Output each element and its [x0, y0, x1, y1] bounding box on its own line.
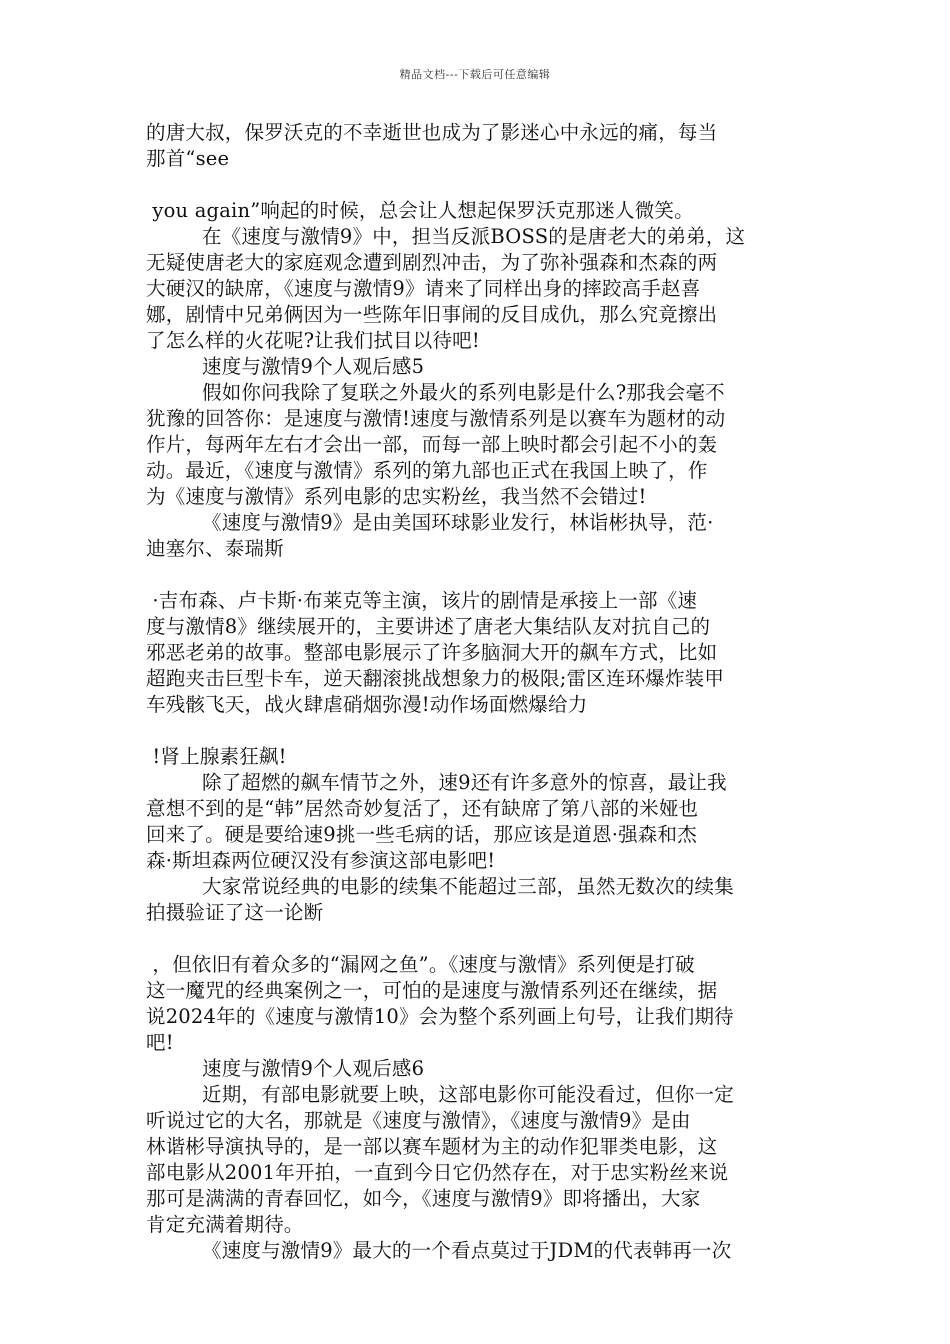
text-line: 作片，每两年左右才会出一部，而每一部上映时都会引起不小的轰: [146, 433, 718, 456]
text-line: ，但依旧有着众多的“漏网之鱼”。《速度与激情》系列便是打破: [146, 953, 695, 976]
text-line: 车残骸飞天，战火肆虐硝烟弥漫!动作场面燃爆给力: [146, 693, 588, 716]
text-line: 拍摄验证了这一论断: [146, 901, 324, 924]
text-line: 《速度与激情9》最大的一个看点莫过于JDM的代表韩再一次: [202, 1239, 732, 1262]
text-line: 大家常说经典的电影的续集不能超过三部，虽然无数次的续集: [202, 875, 734, 898]
text-line: 森·斯坦森两位硬汉没有参演这部电影吧!: [146, 849, 496, 872]
text-line: 在《速度与激情9》中，担当反派BOSS的是唐老大的弟弟，这: [202, 225, 746, 248]
text-line: 为《速度与激情》系列电影的忠实粉丝，我当然不会错过!: [146, 485, 647, 508]
text-line: 《速度与激情9》是由美国环球影业发行，林诣彬执导，范·: [202, 511, 714, 534]
text-line: 超跑夹击巨型卡车，逆天翻滚挑战想象力的极限;雷区连环爆炸装甲: [146, 667, 725, 690]
text-line: 吧!: [146, 1031, 174, 1054]
text-line: 肯定充满着期待。: [146, 1213, 304, 1236]
text-line: 迪塞尔、泰瑞斯: [146, 537, 284, 560]
text-line: 速度与激情9个人观后感6: [202, 1057, 425, 1080]
text-line: 假如你问我除了复联之外最火的系列电影是什么?那我会毫不: [202, 381, 725, 404]
text-line: !肾上腺素狂飙!: [146, 745, 287, 768]
text-line: 速度与激情9个人观后感5: [202, 355, 425, 378]
text-line: 那可是满满的青春回忆，如今，《速度与激情9》即将播出，大家: [146, 1187, 701, 1210]
text-line: 说2024年的《速度与激情10》会为整个系列画上句号，让我们期待: [146, 1005, 734, 1028]
text-line: 听说过它的大名，那就是《速度与激情》，《速度与激情9》是由: [146, 1109, 691, 1132]
text-line: 无疑使唐老大的家庭观念遭到剧烈冲击，为了弥补强森和杰森的两: [146, 251, 718, 274]
text-line: 林谐彬导演执导的，是一部以赛车题材为主的动作犯罪类电影，这: [146, 1135, 718, 1158]
blank-line: [146, 172, 808, 198]
page-header: 精品文档---下载后可任意编辑: [399, 68, 551, 81]
text-line: 娜，剧情中兄弟俩因为一些陈年旧事闹的反目成仇，那么究竟擦出: [146, 303, 718, 326]
blank-line: [146, 562, 808, 588]
text-line: 这一魔咒的经典案例之一，可怕的是速度与激情系列还在继续，据: [146, 979, 718, 1002]
text-line: 回来了。硬是要给速9挑一些毛病的话，那应该是道恩·强森和杰: [146, 823, 697, 846]
text-line: ·吉布森、卢卡斯·布莱克等主演，该片的剧情是承接上一部《速: [146, 589, 698, 612]
text-line: 除了超燃的飙车情节之外，速9还有许多意外的惊喜，最让我: [202, 771, 727, 794]
text-line: you again”响起的时候，总会让人想起保罗沃克那迷人微笑。: [146, 199, 694, 222]
text-line: 大硬汉的缺席，《速度与激情9》请来了同样出身的摔跤高手赵喜: [146, 277, 701, 300]
text-line: 意想不到的是“韩”居然奇妙复活了，还有缺席了第八部的米娅也: [146, 797, 699, 820]
text-line: 动。最近，《速度与激情》系列的第九部也正式在我国上映了，作: [146, 459, 708, 482]
text-line: 那首“see: [146, 147, 230, 170]
text-line: 犹豫的回答你：是速度与激情!速度与激情系列是以赛车为题材的动: [146, 407, 726, 430]
text-line: 了怎么样的火花呢?让我们拭目以待吧!: [146, 329, 480, 352]
blank-line: [146, 718, 808, 744]
document-body: [146, 120, 808, 1264]
text-line: 邪恶老弟的故事。整部电影展示了许多脑洞大开的飙车方式，比如: [146, 641, 718, 664]
text-line: 度与激情8》继续展开的，主要讲述了唐老大集结队友对抗自己的: [146, 615, 711, 638]
text-line: 部电影从2001年开拍，一直到今日它仍然存在，对于忠实粉丝来说: [146, 1161, 729, 1184]
text-line: 近期，有部电影就要上映，这部电影你可能没看过，但你一定: [202, 1083, 734, 1106]
blank-line: [146, 926, 808, 952]
text-line: 的唐大叔，保罗沃克的不幸逝世也成为了影迷心中永远的痛，每当: [146, 121, 718, 144]
